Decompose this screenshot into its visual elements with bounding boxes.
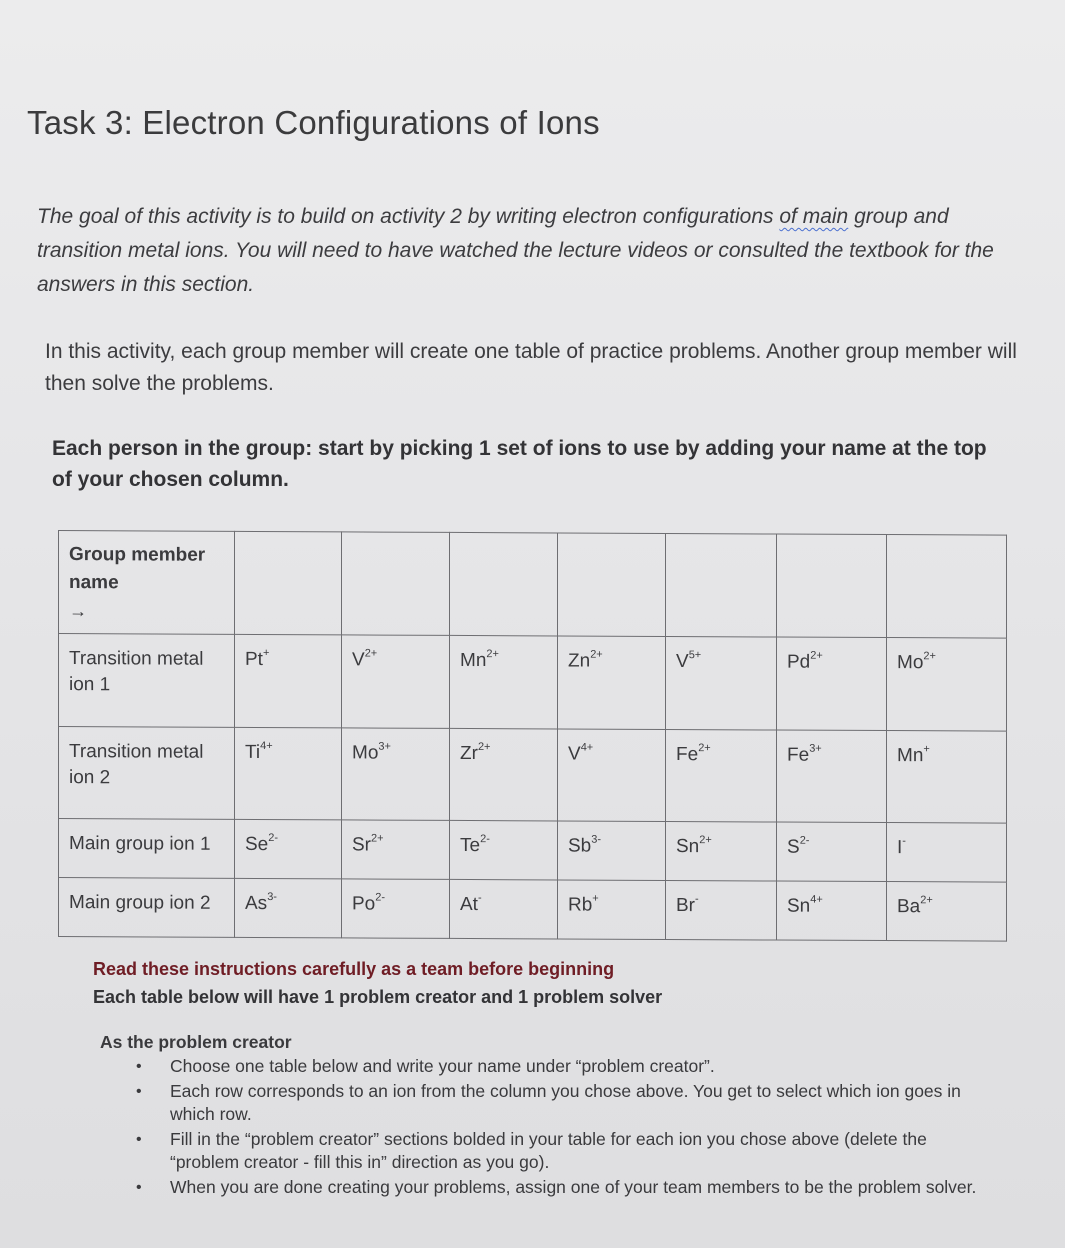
ion-charge: - bbox=[902, 835, 906, 848]
member-name-cell-4[interactable] bbox=[558, 533, 666, 637]
ion-charge: 2+ bbox=[698, 741, 711, 754]
member-name-cell-5[interactable] bbox=[666, 533, 777, 637]
ion-charge: + bbox=[262, 647, 270, 660]
list-item bbox=[136, 1080, 980, 1126]
list-item bbox=[136, 1176, 980, 1199]
group-member-row bbox=[59, 531, 1007, 639]
ion-symbol: Ti bbox=[245, 741, 261, 763]
ion-symbol: Mo bbox=[897, 652, 924, 674]
ion-symbol: Ba bbox=[897, 896, 921, 918]
ion-cell bbox=[887, 823, 1007, 882]
ion-symbol: Sn bbox=[787, 895, 811, 917]
ion-symbol: V bbox=[352, 649, 365, 671]
ion-charge: 4+ bbox=[810, 893, 823, 906]
ion-charge: 2- bbox=[268, 832, 279, 845]
problem-creator-section bbox=[100, 1032, 980, 1201]
group-instruction: Each person in the group: start by picking 1 set of ions to use by adding your name at the top of your chosen column. bbox=[52, 437, 987, 491]
member-name-cell-1[interactable] bbox=[235, 531, 342, 635]
group-member-name-label bbox=[59, 531, 235, 635]
row-label: Main group ion 1 bbox=[59, 819, 235, 879]
intro-text-2: group and transition metal ions. You will need to have watched the lecture videos or consulted the textbook for the answers in this section. bbox=[37, 205, 994, 296]
bullet-icon: • bbox=[136, 1179, 142, 1196]
ion-symbol: Zr bbox=[460, 742, 478, 764]
ion-charge: 4+ bbox=[260, 739, 273, 752]
problem-creator-list bbox=[100, 1055, 980, 1199]
ion-cell bbox=[342, 879, 450, 938]
ion-cell bbox=[558, 729, 666, 822]
ion-cell bbox=[666, 881, 777, 940]
ion-charge: 5+ bbox=[688, 649, 702, 662]
ion-cell bbox=[777, 730, 887, 823]
ion-cell bbox=[558, 636, 666, 729]
ion-cell bbox=[450, 821, 558, 880]
row-label: Transition metal ion 1 bbox=[59, 634, 235, 728]
ion-cell bbox=[342, 820, 450, 879]
ion-symbol: Sb bbox=[568, 835, 592, 858]
ion-cell bbox=[342, 635, 450, 728]
intro-text-1: The goal of this activity is to build on activity 2 by writing electron configurations bbox=[37, 205, 780, 228]
ion-cell bbox=[887, 882, 1007, 941]
ion-charge: - bbox=[477, 892, 482, 905]
member-name-cell-3[interactable] bbox=[450, 532, 558, 636]
main-group-ion-1-row bbox=[59, 819, 1007, 882]
ion-charge: 2+ bbox=[590, 648, 603, 661]
ion-symbol: V bbox=[676, 651, 689, 673]
intro-spellcheck-text: of main bbox=[779, 205, 849, 228]
list-item-text: Choose one table below and write your name under “problem creator”. bbox=[170, 1056, 715, 1076]
list-item bbox=[136, 1128, 980, 1174]
ion-charge: 4+ bbox=[580, 741, 594, 754]
team-instructions bbox=[93, 955, 662, 1011]
ion-cell bbox=[342, 728, 450, 821]
bullet-icon: • bbox=[136, 1058, 142, 1075]
ion-cell bbox=[235, 879, 342, 938]
ion-charge: 3+ bbox=[809, 742, 822, 755]
member-name-cell-7[interactable] bbox=[887, 535, 1007, 639]
ion-symbol: Se bbox=[245, 834, 269, 856]
ion-symbol: Mo bbox=[352, 742, 379, 764]
ion-charge: 2+ bbox=[699, 834, 712, 847]
ion-cell bbox=[777, 637, 887, 730]
ion-symbol: Pd bbox=[787, 651, 811, 673]
ion-symbol: Rb bbox=[568, 894, 593, 916]
list-item-text: Each row corresponds to an ion from the column you chose above. You get to select which ion goes in which row. bbox=[170, 1081, 961, 1124]
transition-metal-ion-1-row bbox=[59, 634, 1007, 731]
ion-symbol: Po bbox=[352, 893, 376, 915]
ion-symbol: Sn bbox=[676, 836, 700, 858]
ion-charge: 2- bbox=[375, 891, 386, 904]
bullet-icon: • bbox=[136, 1083, 142, 1100]
ion-charge: 2+ bbox=[810, 649, 823, 662]
ion-symbol: Mn bbox=[460, 649, 487, 672]
ion-symbol: Pt bbox=[245, 648, 263, 671]
activity-paragraph: In this activity, each group member will create one table of practice problems. Another group member will then solve the problems. bbox=[45, 340, 1017, 395]
transition-metal-ion-2-row bbox=[59, 726, 1007, 823]
ion-charge: - bbox=[695, 893, 699, 906]
member-name-cell-6[interactable] bbox=[777, 534, 887, 638]
ion-symbol: Zn bbox=[568, 650, 591, 672]
ion-charge: 3- bbox=[591, 834, 602, 847]
group-member-name-text: Group member name bbox=[69, 544, 206, 594]
ion-charge: 2+ bbox=[477, 740, 491, 753]
ion-charge: 2+ bbox=[364, 647, 378, 660]
ion-symbol: At bbox=[460, 894, 478, 916]
intro-paragraph bbox=[37, 200, 1037, 302]
ion-symbol: Br bbox=[676, 895, 695, 917]
ion-charge: + bbox=[923, 742, 930, 755]
ion-charge: 3- bbox=[267, 891, 277, 904]
ion-cell bbox=[777, 822, 887, 881]
team-instruction-line-1: Read these instructions carefully as a team before beginning bbox=[93, 959, 615, 979]
ion-symbol: As bbox=[245, 893, 268, 915]
member-name-cell-2[interactable] bbox=[342, 532, 450, 636]
ion-symbol: I bbox=[897, 837, 903, 859]
ion-cell bbox=[887, 730, 1007, 823]
ion-charge: 2- bbox=[480, 833, 490, 846]
list-item-text: Fill in the “problem creator” sections bolded in your table for each ion you chose above (delete the “problem creator - fill this in” direction as you go). bbox=[170, 1129, 927, 1172]
ion-cell bbox=[235, 634, 342, 727]
ion-charge: 2+ bbox=[486, 648, 499, 661]
ion-cell bbox=[558, 821, 666, 880]
ion-cell bbox=[666, 729, 777, 822]
ion-cell bbox=[666, 636, 777, 729]
ion-charge: 2+ bbox=[923, 650, 936, 663]
ion-cell bbox=[777, 881, 887, 940]
main-group-ion-2-row bbox=[59, 878, 1007, 941]
ion-cell bbox=[887, 638, 1007, 731]
ion-symbol: Mn bbox=[897, 744, 924, 766]
list-item-text: When you are done creating your problems, assign one of your team members to be the problem solver. bbox=[170, 1177, 977, 1197]
ion-cell bbox=[450, 728, 558, 821]
ion-cell bbox=[450, 635, 558, 728]
ion-charge: 3+ bbox=[378, 740, 391, 753]
team-instruction-line-2: Each table below will have 1 problem creator and 1 problem solver bbox=[93, 987, 663, 1007]
ion-cell bbox=[558, 880, 666, 939]
ion-symbol: Fe bbox=[676, 743, 699, 765]
page-title: Task 3: Electron Configurations of Ions bbox=[27, 104, 600, 141]
ion-symbol: Te bbox=[460, 835, 481, 857]
bullet-icon: • bbox=[136, 1131, 142, 1148]
row-label: Main group ion 2 bbox=[59, 878, 235, 938]
ion-charge: 2+ bbox=[371, 832, 384, 846]
problem-creator-title: As the problem creator bbox=[100, 1032, 292, 1052]
list-item bbox=[136, 1055, 980, 1078]
ion-symbol: Fe bbox=[787, 744, 810, 766]
ion-charge: 2+ bbox=[920, 894, 933, 907]
ion-selection-table bbox=[58, 530, 1007, 942]
ion-charge: 2- bbox=[799, 835, 810, 848]
ion-charge: + bbox=[592, 892, 599, 905]
ion-symbol: S bbox=[787, 837, 800, 859]
ion-cell bbox=[235, 820, 342, 879]
ion-cell bbox=[450, 880, 558, 939]
ion-cell bbox=[235, 727, 342, 820]
row-label: Transition metal ion 2 bbox=[59, 726, 235, 820]
ion-symbol: Sr bbox=[352, 834, 371, 856]
ion-symbol: V bbox=[568, 743, 581, 765]
arrow-icon: → bbox=[69, 601, 87, 622]
ion-cell bbox=[666, 822, 777, 881]
